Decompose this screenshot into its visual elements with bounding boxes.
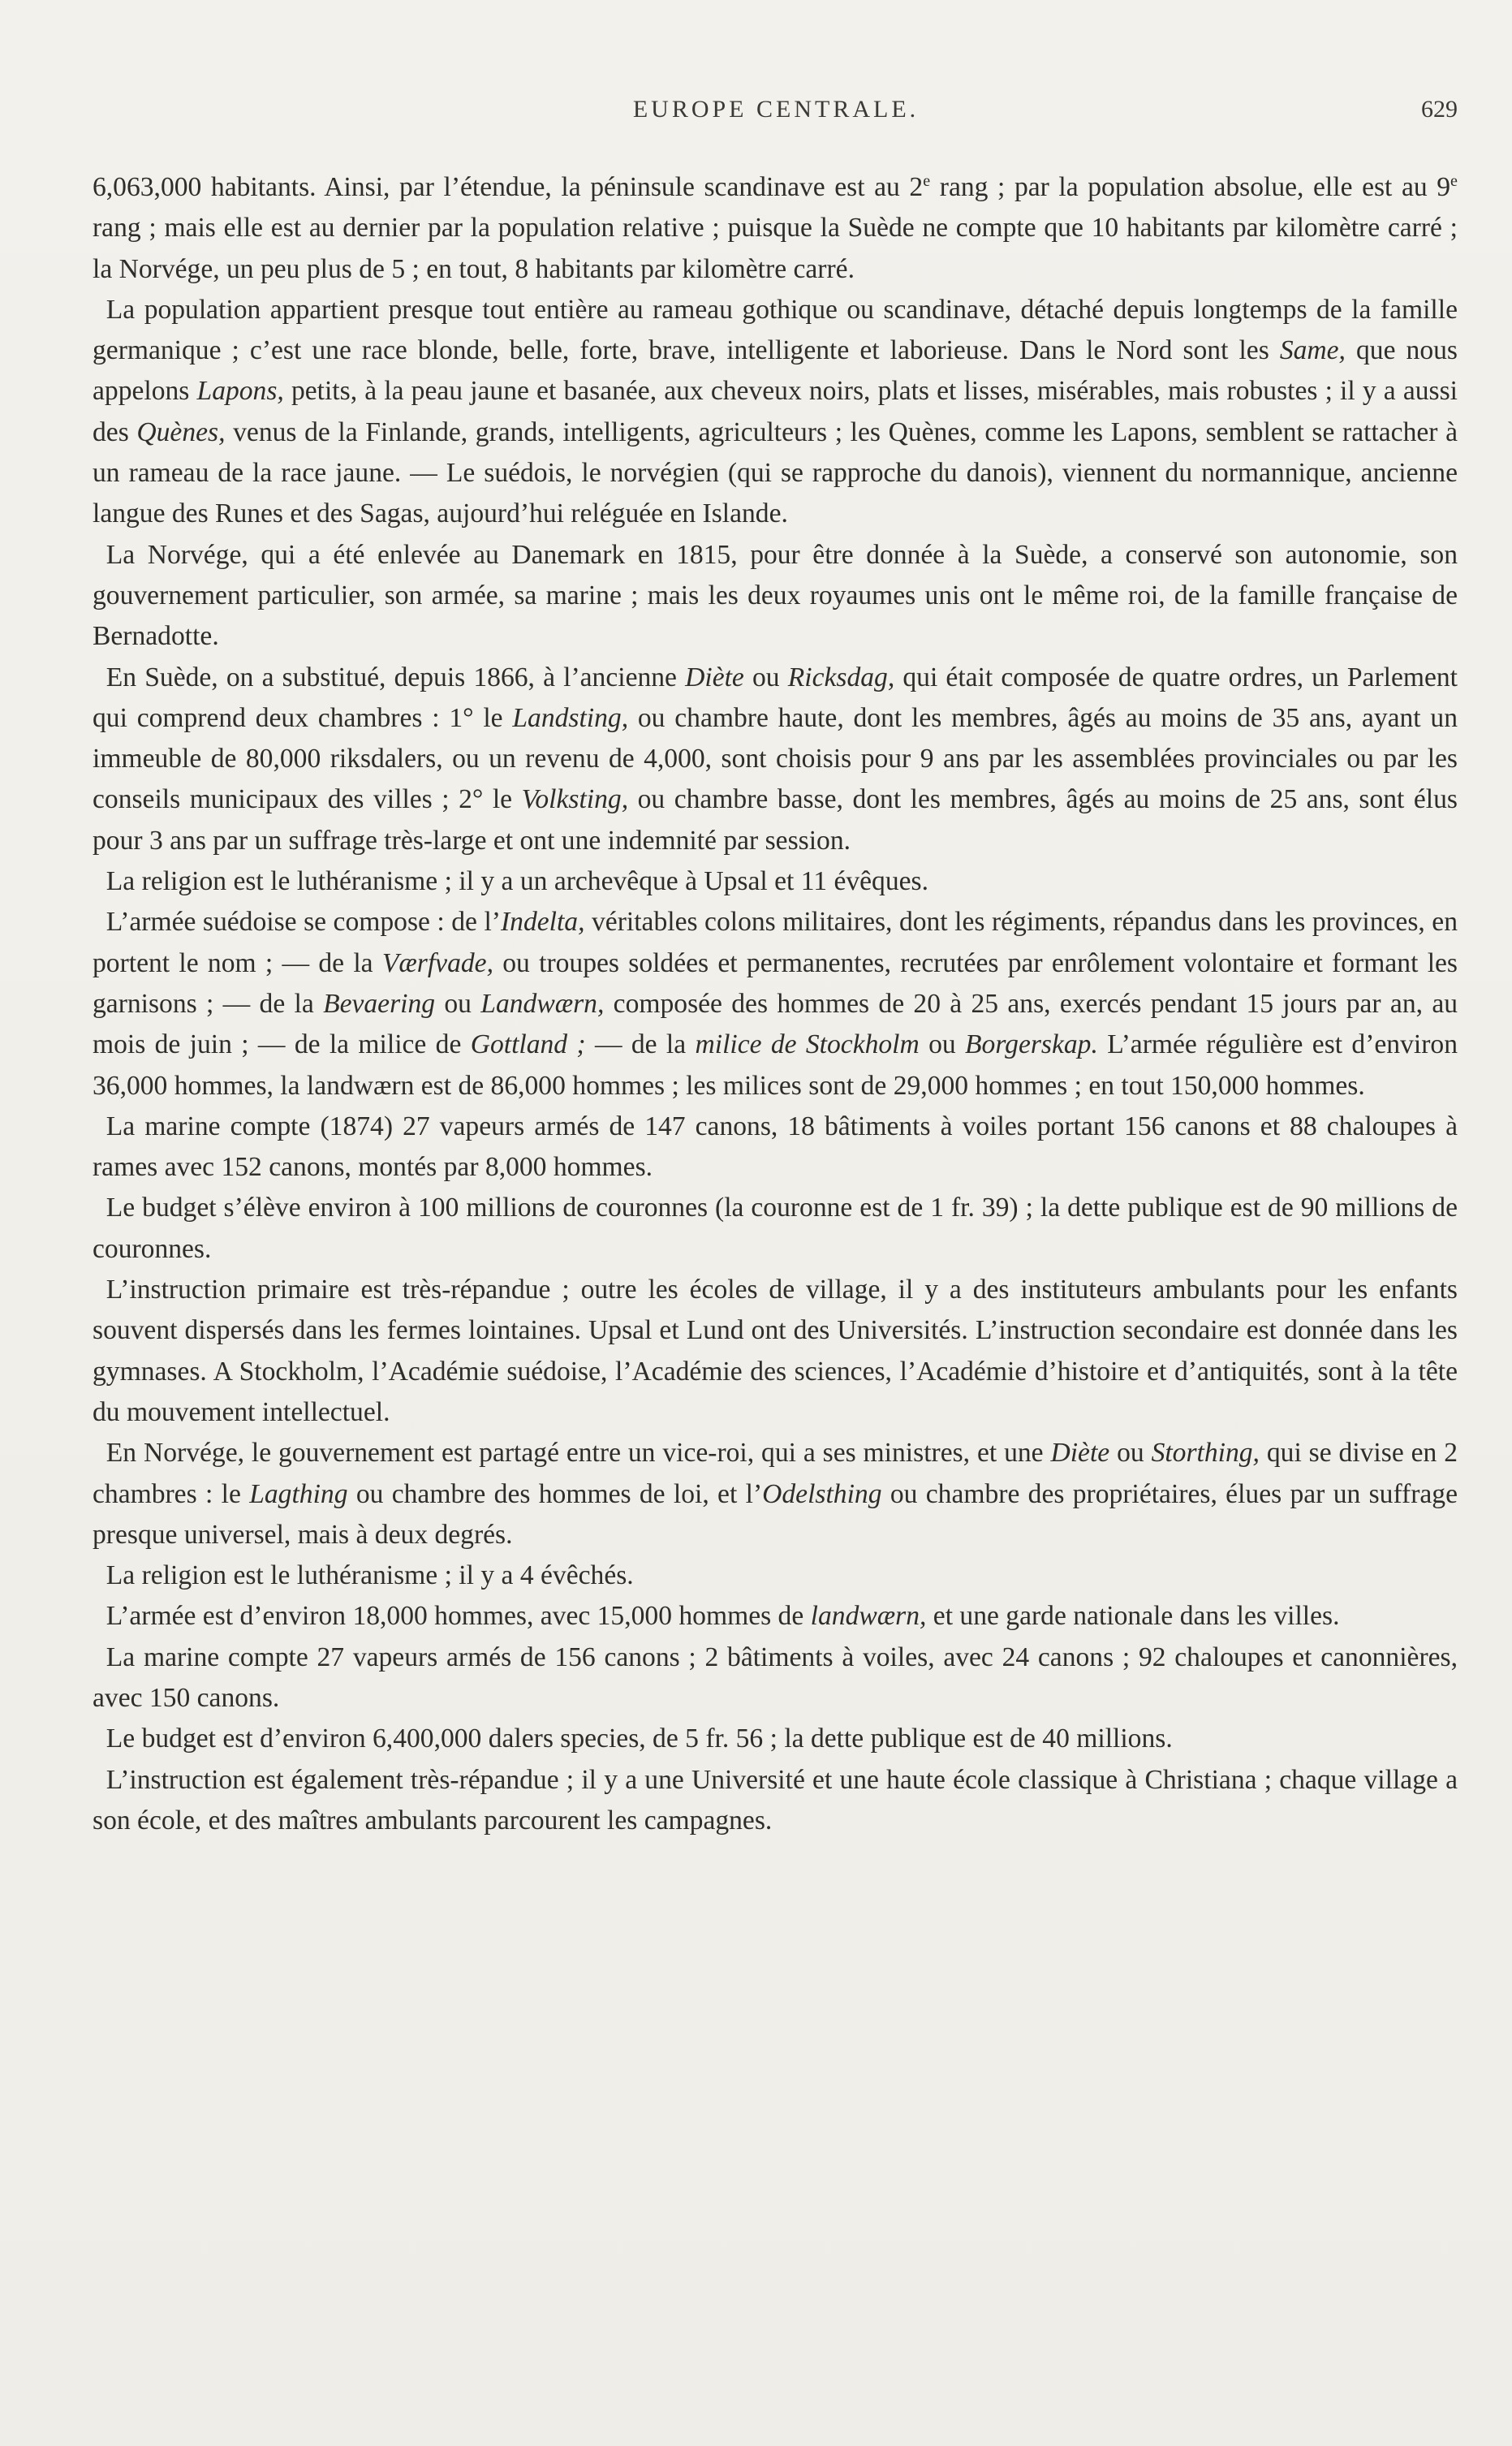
- text-run: composée des hommes de 20 à 25 ans, exercés pendant 15 jours par an, au mois de juin ; — de la milice de: [93, 988, 1458, 1060]
- italic-term: Ricksdag,: [787, 662, 895, 692]
- text-run: En Norvége, le gouvernement est partagé entre un vice-roi, qui a ses ministres, et une: [106, 1438, 1051, 1469]
- text-run: ou chambre des hommes de loi, et l’: [347, 1478, 763, 1509]
- paragraph-sweden-parliament: [93, 658, 1458, 861]
- italic-term: Landwærn,: [480, 988, 605, 1019]
- text-run: ou troupes soldées et permanentes, recrutées par enrôlement volontaire et formant les garnisons ; — de la: [93, 947, 1458, 1019]
- paragraph-sweden-navy: [93, 1107, 1458, 1188]
- text-run: venus de la Finlande, grands, intelligents, agriculteurs ; les Quènes, comme les Lapons, semblent se rattacher à un rameau de la race jaune. — Le suédois, le norvégien (qui se rapproche du danois), viennent du normannique, ancienne langue des Runes et des Sagas, aujourd’hui reléguée en Islande.: [93, 416, 1458, 529]
- text-run: ou: [743, 662, 788, 692]
- text-run: ou: [435, 988, 481, 1019]
- text-run: Le budget s’élève environ à 100 millions de couronnes (la couronne est de 1 fr. 39) ; la dette publique est de 90 millions de couronnes.: [93, 1193, 1458, 1264]
- page-header: [94, 96, 1458, 128]
- text-run: ou chambre basse, dont les membres, âgés au moins de 25 ans, sont élus pour 3 ans par un suffrage très-large et ont une indemnité par session.: [93, 784, 1458, 856]
- text-run: L’armée suédoise se compose : de l’: [106, 907, 501, 938]
- text-run: petits, à la peau jaune et basanée, aux cheveux noirs, plats et lisses, misérables, mais robustes ; il y a aussi des: [93, 376, 1458, 447]
- text-run: Le budget est d’environ 6,400,000 dalers species, de 5 fr. 56 ; la dette publique est de 40 millions.: [106, 1723, 1173, 1754]
- paragraph-sweden-army: [93, 902, 1458, 1106]
- italic-term: Odelsthing: [762, 1478, 882, 1509]
- text-run: ou: [1109, 1438, 1152, 1469]
- italic-term: Volksting,: [521, 784, 629, 815]
- text-run: La population appartient presque tout entière au rameau gothique ou scandinave, détaché depuis longtemps de la famille germanique ; c’est une race blonde, belle, forte, brave, intelligente et laborieuse. Dans le Nord sont les: [93, 294, 1458, 366]
- italic-term: milice de Stockholm: [695, 1029, 920, 1060]
- text-run: véritables colons militaires, dont les régiments, répandus dans les provinces, en portent le nom ; — de la: [93, 907, 1458, 978]
- italic-term: Gottland ;: [470, 1029, 586, 1060]
- paragraph-norway-religion: [93, 1555, 1458, 1596]
- paragraph-sweden-budget: [93, 1188, 1458, 1270]
- paragraph-norway-union: [93, 535, 1458, 658]
- running-title: EUROPE CENTRALE.: [632, 96, 920, 123]
- text-run: que nous appelons: [93, 335, 1458, 407]
- text-run: La marine compte (1874) 27 vapeurs armés de 147 canons, 18 bâtiments à voiles portant 156 canons et 88 chaloupes à rames avec 152 canons, montés par 8,000 hommes.: [93, 1111, 1458, 1183]
- italic-term: Storthing,: [1151, 1438, 1260, 1469]
- text-run: ou: [919, 1029, 966, 1060]
- italic-term: Diète: [685, 662, 744, 692]
- paragraph-norway-education: [93, 1760, 1458, 1842]
- text-run: La religion est le luthéranisme ; il y a 4 évêchés.: [106, 1560, 634, 1591]
- body-text: [93, 167, 1458, 1841]
- text-run: En Suède, on a substitué, depuis 1866, à l’ancienne: [106, 662, 686, 692]
- italic-term: Quènes,: [136, 416, 226, 447]
- text-run: 6,063,000 habitants. Ainsi, par l’étendue, la péninsule scandinave est au 2: [93, 172, 924, 202]
- italic-term: Borgerskap.: [965, 1029, 1098, 1060]
- text-run: La religion est le luthéranisme ; il y a un archevêque à Upsal et 11 évêques.: [106, 866, 928, 897]
- italic-term: Same,: [1279, 335, 1346, 366]
- paragraph-norway-army: [93, 1596, 1458, 1637]
- text-run: qui était composée de quatre ordres, un Parlement qui comprend deux chambres : 1° le: [93, 662, 1458, 733]
- paragraph-population-origin: [93, 290, 1458, 535]
- text-run: La Norvége, qui a été enlevée au Danemark en 1815, pour être donnée à la Suède, a conservé son autonomie, son gouvernement particulier, son armée, sa marine ; mais les deux royaumes unis ont le même roi, de la famille française de Bernadotte.: [93, 539, 1458, 652]
- text-run: ou chambre des propriétaires, élues par un suffrage presque universel, mais à deux degrés.: [93, 1478, 1458, 1550]
- superscript: e: [923, 171, 931, 190]
- italic-term: Lapons,: [196, 376, 284, 407]
- page-number: 629: [1421, 96, 1458, 123]
- text-run: — de la: [585, 1029, 696, 1060]
- text-run: ou chambre haute, dont les membres, âgés au moins de 35 ans, ayant un immeuble de 80,000 riksdalers, ou un revenu de 4,000, sont choisis pour 9 ans par les assemblées provinciales ou par les conseils municipaux des villes ; 2° le: [93, 702, 1458, 815]
- text-run: L’instruction primaire est très-répandue ; outre les écoles de village, il y a des instituteurs ambulants pour les enfants souvent dispersés dans les fermes lointaines. Upsal et Lund ont des Universités. L’instruction secondaire est donnée dans les gymnases. A Stockholm, l’Académie suédoise, l’Académie des sciences, l’Académie d’histoire et d’antiquités, sont à la tête du mouvement intellectuel.: [93, 1275, 1458, 1427]
- text-run: La marine compte 27 vapeurs armés de 156 canons ; 2 bâtiments à voiles, avec 24 canons ; 92 chaloupes et canonnières, avec 150 canons.: [93, 1641, 1458, 1713]
- italic-term: Landsting,: [512, 702, 629, 733]
- paragraph-norway-budget: [93, 1719, 1458, 1759]
- italic-term: Værfvade,: [381, 947, 493, 978]
- text-run: L’armée régulière est d’environ 36,000 hommes, la landwærn est de 86,000 hommes ; les milices sont de 29,000 hommes ; en tout 150,000 hommes.: [93, 1029, 1458, 1101]
- paragraph-sweden-religion: [93, 861, 1458, 902]
- superscript: e: [1450, 171, 1458, 190]
- text-run: L’instruction est également très-répandue ; il y a une Université et une haute école classique à Christiana ; chaque village a son école, et des maîtres ambulants parcourent les campagnes.: [93, 1764, 1458, 1836]
- paragraph-norway-navy: [93, 1637, 1458, 1719]
- paragraph-population-rank: [93, 167, 1458, 290]
- text-run: et une garde nationale dans les villes.: [926, 1601, 1340, 1632]
- paragraph-norway-government: [93, 1433, 1458, 1555]
- text-run: qui se divise en 2 chambres : le: [93, 1438, 1458, 1509]
- text-run: rang ; par la population absolue, elle est au 9: [930, 172, 1451, 202]
- italic-term: Bevaering: [323, 988, 436, 1019]
- italic-term: Lagthing: [249, 1478, 348, 1509]
- italic-term: Indelta,: [500, 907, 585, 938]
- italic-term: Diète: [1050, 1438, 1110, 1469]
- text-run: L’armée est d’environ 18,000 hommes, avec 15,000 hommes de: [106, 1601, 811, 1632]
- paragraph-sweden-education: [93, 1270, 1458, 1433]
- text-run: rang ; mais elle est au dernier par la population relative ; puisque la Suède ne compte que 10 habitants par kilomètre carré ; la Norvége, un peu plus de 5 ; en tout, 8 habitants par kilomètre carré.: [93, 213, 1458, 284]
- italic-term: landwærn,: [810, 1601, 927, 1632]
